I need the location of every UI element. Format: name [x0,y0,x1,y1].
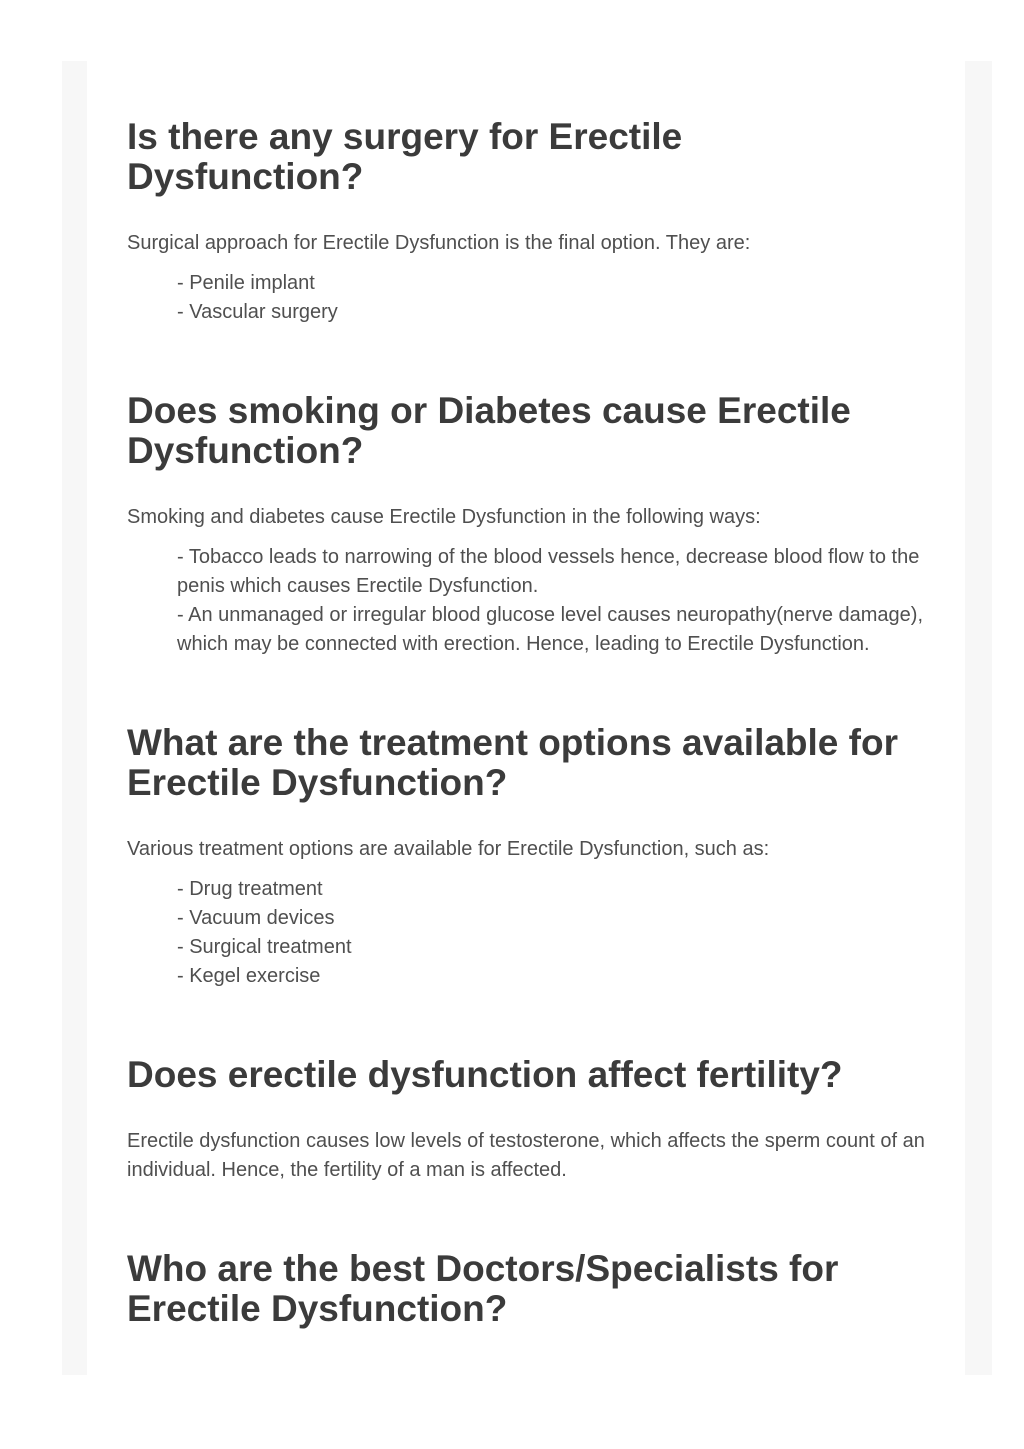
faq-list-item: - Drug treatment [177,878,323,900]
faq-answer-paragraph: Various treatment options are available for Erectile Dysfunction, such as: [127,838,770,860]
faq-answer-paragraph: Smoking and diabetes cause Erectile Dysfunction in the following ways: [127,506,761,528]
faq-list-item: - Vacuum devices [177,907,335,929]
email-background-canvas [62,61,992,1375]
faq-question-heading: Does smoking or Diabetes cause Erectile Dysfunction? [127,390,851,471]
faq-list-item: - Tobacco leads to narrowing of the blood vessels hence, decrease blood flow to the penis which causes Erectile Dysfunction. [177,546,920,597]
faq-section [127,391,925,659]
faq-list-item: - Kegel exercise [177,965,321,987]
faq-list-item: - An unmanaged or irregular blood glucose level causes neuropathy(nerve damage), which may be connected with erection. Hence, leading to Erectile Dysfunction. [177,604,924,655]
faq-bullet-list [127,543,925,659]
email-content-card [87,61,965,1375]
faq-section [127,1055,925,1185]
faq-section [127,723,925,991]
faq-list-item: - Penile implant [177,272,315,294]
faq-section [127,1249,925,1329]
faq-question-heading: Is there any surgery for Erectile Dysfunction? [127,116,683,197]
faq-list-item: - Vascular surgery [177,301,338,323]
faq-answer-paragraph: Surgical approach for Erectile Dysfunction is the final option. They are: [127,232,751,254]
faq-list-item: - Surgical treatment [177,936,352,958]
faq-answer-paragraph: Erectile dysfunction causes low levels of testosterone, which affects the sperm count of an individual. Hence, the fertility of a man is affected. [127,1130,925,1181]
faq-section [127,117,925,327]
faq-bullet-list [127,269,925,327]
faq-question-heading: Does erectile dysfunction affect fertility? [127,1054,843,1095]
faq-bullet-list [127,875,925,991]
faq-question-heading: What are the treatment options available for Erectile Dysfunction? [127,722,898,803]
faq-question-heading: Who are the best Doctors/Specialists for Erectile Dysfunction? [127,1248,839,1329]
